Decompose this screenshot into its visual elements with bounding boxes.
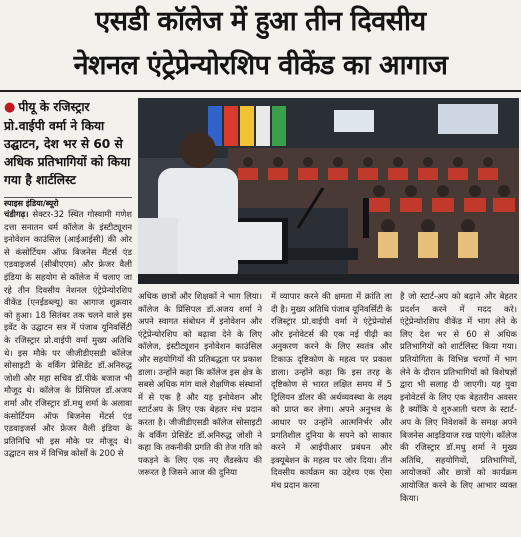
article-column-2: अधिक छात्रों और शिक्षकों ने भाग लिया। कॉलेज के प्रिंसिपल डॉ.अजय शर्मा ने अपने स्वागत संबोधन में इनोवेशन और एंट्रेप्रेन्योरशिप को बढ़ावा देने के लिए कॉलेज, इंस्टीट्यूशन इनोवेशन काउंसिल और सहयोगियों की प्रतिबद्धता पर प्रकाश डाला। उन्होंने कहा कि कॉलेज इस क्षेत्र के सबसे अधिक मांग वाले शैक्षणिक संस्थानों में से एक है और यह इनोवेशन और स्टार्टअप के लिए एक बेहतर मंच प्रदान करता है। जीजीडीएसडी कॉलेज सोसाइटी के वर्किंग प्रेसिडेंट डॉ.अनिरुद्ध जोशी ने कहा कि तकनीकी प्रगति की तेज गति को पकड़ने के लिए एक नए लैंडस्केप की जरूरत है जिसने आज की दुनिया: [138, 291, 262, 478]
dateline: चंडीगढ़।: [4, 209, 29, 219]
event-photo: [138, 98, 519, 284]
article-column-4: है जो स्टार्ट-अप को बढ़ाने और बेहतर प्रदर्शन करने में मदद करे। एंट्रेप्रेन्योरशिप वीकेंड में भाग लेने के लिए देश भर से 60 से अधिक प्रतिभागियों को शार्टलिस्ट किया गया। प्रतियोगिता के विभिन्न चरणों में भाग लेने के दौरान प्रतिभागियों को विशेषज्ञों द्वारा भी सलाह दी जाएगी। यह युवा इनोवेटर्स के लिए एक बेहतरीन अवसर है क्योंकि ये शुरुआती चरण के स्टार्ट-अप के लिए निवेशकों के समक्ष अपने बिजनेस आइडियाज रख पाएंगे। कॉलेज की रजिस्ट्रार डॉ.मधु शर्मा ने मुख्य अतिथि, सहयोगियों, प्रतिभागियों, आयोजकों और छात्रों को कार्यक्रम आयोजित करने के लिए आभार व्यक्त किया।: [400, 291, 517, 503]
byline: स्पाइस इंडिया/ब्यूरो: [4, 199, 59, 208]
subheadline: [4, 98, 134, 189]
headline-line-1: एसडी कॉलेज में हुआ तीन दिवसीय: [95, 6, 426, 37]
auditorium-photo-illustration: [138, 98, 519, 284]
column-1-text: सेक्टर-32 स्थित गोस्वामी गणेश दत्ता सनातन धर्म कॉलेज के इंस्टीट्यूशन इनोवेशन काउंसिल (आईआईसी) की ओर से कंसोर्टियम ऑफ बिजनेस मैंटर्स एंड एडवाइजर्स (सीबीएएम) और फ्रेजर वैली इंडिया के सहयोग से कॉलेज में चलाए जा रहे तीन दिवसीय नेशनल एंट्रेप्रेन्योरशिप वीकेंड (एनईडब्ल्यू) का आगाज शुक्रवार को हुआ। 18 सितंबर तक चलने वाले इस इवेंट के उद्घाटन सत्र में पंजाब यूनिवर्सिटी के रजिस्ट्रार प्रो.वाईपी वर्मा मुख्य अतिथि थे। इस मौके पर जीजीडीएसडी कॉलेज सोसाइटी के वर्किंग प्रेसिडेंट डॉ.अनिरुद्ध जोशी और महा सचिव डॉ.पीके बजाज भी मौजूद थे। कॉलेज के प्रिंसिपल डॉ.अजय शर्मा और रजिस्ट्रार डॉ.मधु शर्मा के अलावा कंसोर्टियम ऑफ बिजनेस मेंटर्स एंड एडवाइजर्स और फ्रेजर वैली इंडिया के प्रतिनिधि भी इस मौके पर मौजूद थे। उद्घाटन सत्र में विभिन्न कोर्सों के 200 से: [4, 209, 132, 459]
headline-rule: [0, 90, 521, 92]
article-column-3: में व्यापार करने की क्षमता में क्रांति ला दी है। मुख्य अतिथि पंजाब यूनिवर्सिटी के रजिस्ट्रार प्रो.वाईपी वर्मा ने एंट्रेप्रेन्योर्स और इनोवेटर्स की एक नई पीढ़ी का अनुकरण करने के लिए स्वतंत्र और टिकाऊ दृष्टिकोण के महत्व पर प्रकाश डाला। उन्होंने कहा कि इस तरह के दृष्टिकोण से भारत लक्षित समय में 5 ट्रिलियन डॉलर की अर्थव्यवस्था के लक्ष्य को प्राप्त कर लेगा। अपने अनुभव के आधार पर उन्होंने आत्मनिर्भर और प्रगतिशील दुनिया के सपने को साकार करने में आईपीआर प्रबंधन और इक्यूबेशन के महत्व पर जोर दिया। तीन दिवसीय कार्यक्रम का उद्देश्य एक ऐसा मंच प्रदान करना: [271, 291, 392, 490]
headline-line-2: नेशनल एंट्रेप्रेन्योरशिप वीकेंड का आगाज: [73, 50, 448, 81]
article-column-1: [4, 208, 132, 534]
subheadline-text: पीयू के रजिस्ट्रार प्रो.वाईपी वर्मा ने किया उद्घाटन, देश भर से 60 से अधिक प्रतिभागियों को किया गया है शार्टलिस्ट: [4, 100, 131, 187]
bullet-icon: ●: [4, 100, 16, 115]
